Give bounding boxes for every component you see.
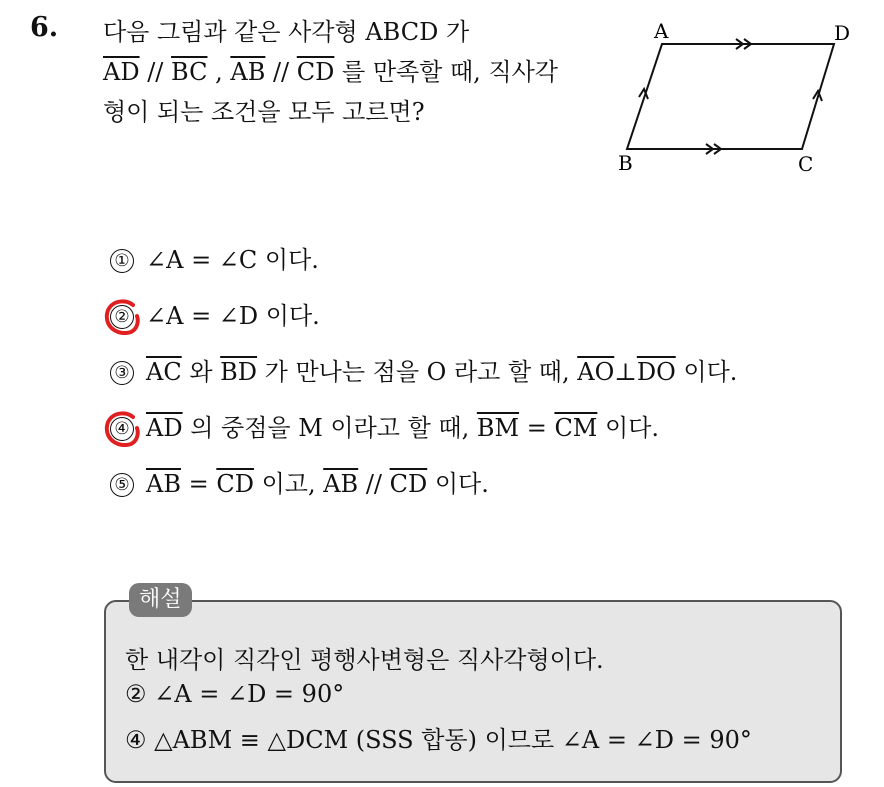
parallel-symbol: // <box>358 470 390 498</box>
segment-bc: $\overline{BC}$ <box>171 58 208 86</box>
segment-cm: $\overline{CM}$ <box>554 414 598 442</box>
segment-ab: $\overline{AB}$ <box>230 58 266 86</box>
question-line-1: 다음 그림과 같은 사각형 ABCD 가 <box>103 18 470 46</box>
vertex-label-b: B <box>618 151 633 175</box>
segment-cd: $\overline{CD}$ <box>389 470 428 498</box>
explanation-tag: 해설 <box>129 583 192 617</box>
segment-do: $\overline{DO}$ <box>636 358 676 386</box>
choice-text-part: 이다. <box>597 414 660 442</box>
segment-ao: $\overline{AO}$ <box>577 358 615 386</box>
choice-text-part: 이다. <box>427 470 489 498</box>
explanation-line-3: ④ △ABM ≡ △DCM (SSS 합동) 이므로 ∠A = ∠D = 90° <box>125 726 752 754</box>
question-line-2-rest: 를 만족할 때, 직사각 <box>334 58 558 86</box>
choice-number: ① <box>110 249 134 273</box>
choice-number: ② <box>110 305 134 329</box>
choice-text: ∠A = ∠C 이다. <box>146 246 319 274</box>
question-line-3: 형이 되는 조건을 모두 고르면? <box>103 98 425 126</box>
question-line-2 <box>103 52 558 87</box>
segment-ab: $\overline{AB}$ <box>323 470 359 498</box>
parallel-symbol: // <box>265 58 297 86</box>
equals-symbol: = <box>180 470 217 498</box>
choice-number: ④ <box>110 417 134 441</box>
vertex-label-c: C <box>798 152 814 176</box>
choice-number: ③ <box>110 361 134 385</box>
choice-text-part: 이다. <box>675 358 738 386</box>
segment-bd: $\overline{BD}$ <box>220 358 258 386</box>
choice-number: ⑤ <box>110 473 134 497</box>
segment-bm: $\overline{BM}$ <box>476 414 520 442</box>
choice-text-part: 의 중점을 M 이라고 할 때, <box>182 414 477 442</box>
parallel-symbol: // <box>139 58 172 86</box>
choice-3[interactable] <box>110 352 737 387</box>
segment-ad: $\overline{AD}$ <box>103 58 140 86</box>
choice-text-part: 와 <box>181 358 221 386</box>
vertex-label-d: D <box>834 21 851 45</box>
comma: , <box>207 58 231 86</box>
question-number: 6. <box>30 12 59 43</box>
explanation-line-2: ② ∠A = ∠D = 90° <box>125 680 345 708</box>
choice-4[interactable] <box>110 408 659 443</box>
segment-ad: $\overline{AD}$ <box>146 414 183 442</box>
choice-text-part: 가 만나는 점을 O 라고 할 때, <box>257 358 578 386</box>
segment-ac: $\overline{AC}$ <box>146 358 182 386</box>
segment-cd: $\overline{CD}$ <box>296 58 335 86</box>
choice-text-part: 이고, <box>253 470 324 498</box>
segment-cd: $\overline{CD}$ <box>216 470 254 498</box>
choice-text: ∠A = ∠D 이다. <box>146 302 320 330</box>
parallelogram-figure <box>610 18 860 178</box>
vertex-label-a: A <box>654 19 669 43</box>
equals-symbol: = <box>519 414 555 442</box>
perpendicular-symbol: ⊥ <box>614 358 637 386</box>
parallelogram-shape <box>627 44 834 149</box>
choice-1[interactable] <box>110 240 319 275</box>
segment-ab: $\overline{AB}$ <box>146 470 181 498</box>
explanation-line-1: 한 내각이 직각인 평행사변형은 직사각형이다. <box>125 646 604 674</box>
choice-5[interactable] <box>110 464 489 499</box>
choice-2[interactable] <box>110 296 320 331</box>
